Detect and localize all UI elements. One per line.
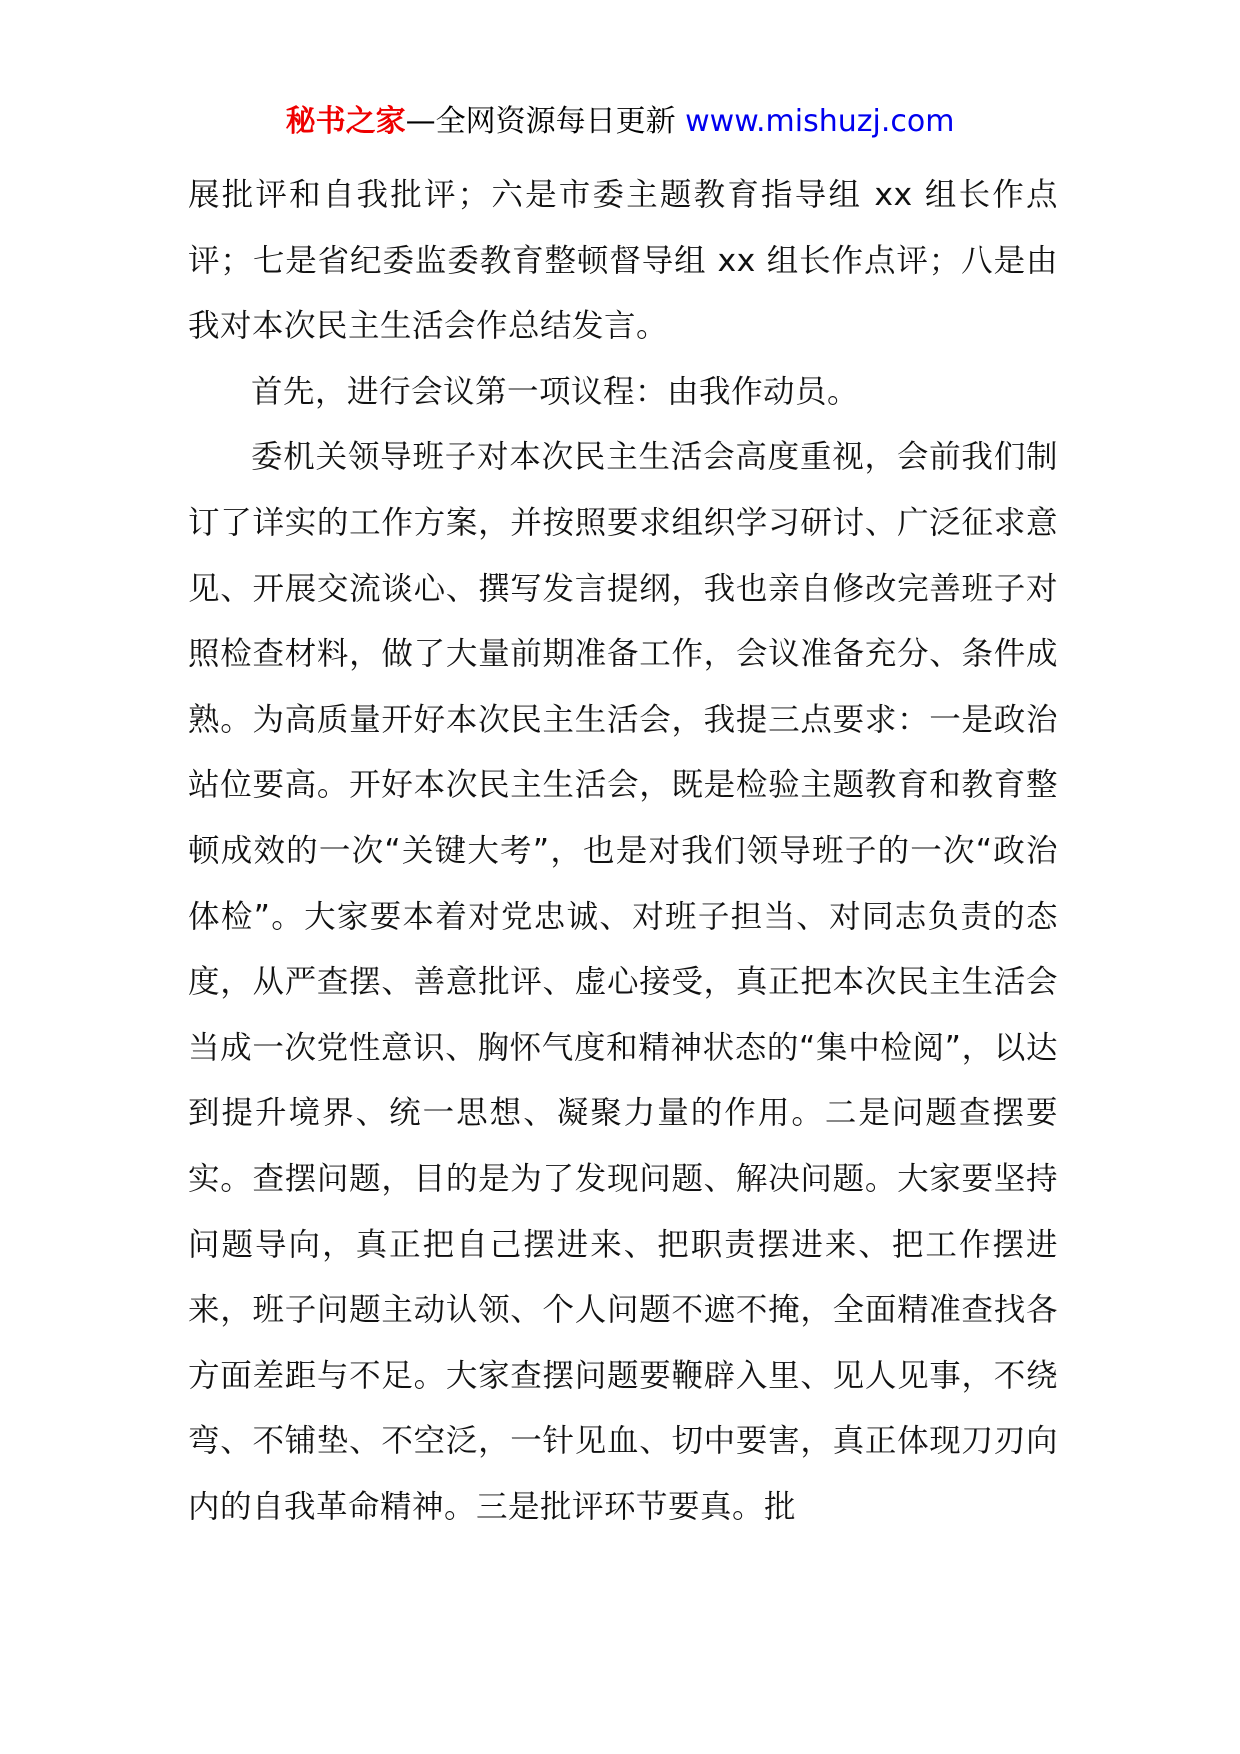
page-header [0,100,1240,144]
paragraph-mobilization-speech: 委机关领导班子对本次民主生活会高度重视，会前我们制订了详实的工作方案，并按照要求组织学习研讨、广泛征求意见、开展交流谈心、撰写发言提纲，我也亲自修改完善班子对照检查材料，做了大量前期准备工作，会议准备充分、条件成熟。为高质量开好本次民主生活会，我提三点要求：一是政治站位要高。开好本次民主生活会，既是检验主题教育和教育整顿成效的一次“关键大考”，也是对我们领导班子的一次“政治体检”。大家要本着对党忠诚、对班子担当、对同志负责的态度，从严查摆、善意批评、虚心接受，真正把本次民主生活会当成一次党性意识、胸怀气度和精神状态的“集中检阅”，以达到提升境界、统一思想、凝聚力量的作用。二是问题查摆要实。查摆问题，目的是为了发现问题、解决问题。大家要坚持问题导向，真正把自己摆进来、把职责摆进来、把工作摆进来，班子问题主动认领、个人问题不遮不掩，全面精准查找各方面差距与不足。大家查摆问题要鞭辟入里、见人见事，不绕弯、不铺垫、不空泛，一针见血、切中要害，真正体现刀刃向内的自我革命精神。三是批评环节要真。批 [188,439,1058,1525]
header-tagline: —全网资源每日更新 [405,104,686,139]
paragraph-continued-agenda: 展批评和自我批评；六是市委主题教育指导组 xx 组长作点评；七是省纪委监委教育整顿督导组 xx 组长作点评；八是由我对本次民主生活会作总结发言。 [188,177,1058,345]
brand-name: 秘书之家 [285,104,406,139]
paragraph-first-agenda-item: 首先，进行会议第一项议程：由我作动员。 [251,373,860,410]
document-body [188,163,1058,1540]
website-link[interactable]: www.mishuzj.com [685,104,955,139]
